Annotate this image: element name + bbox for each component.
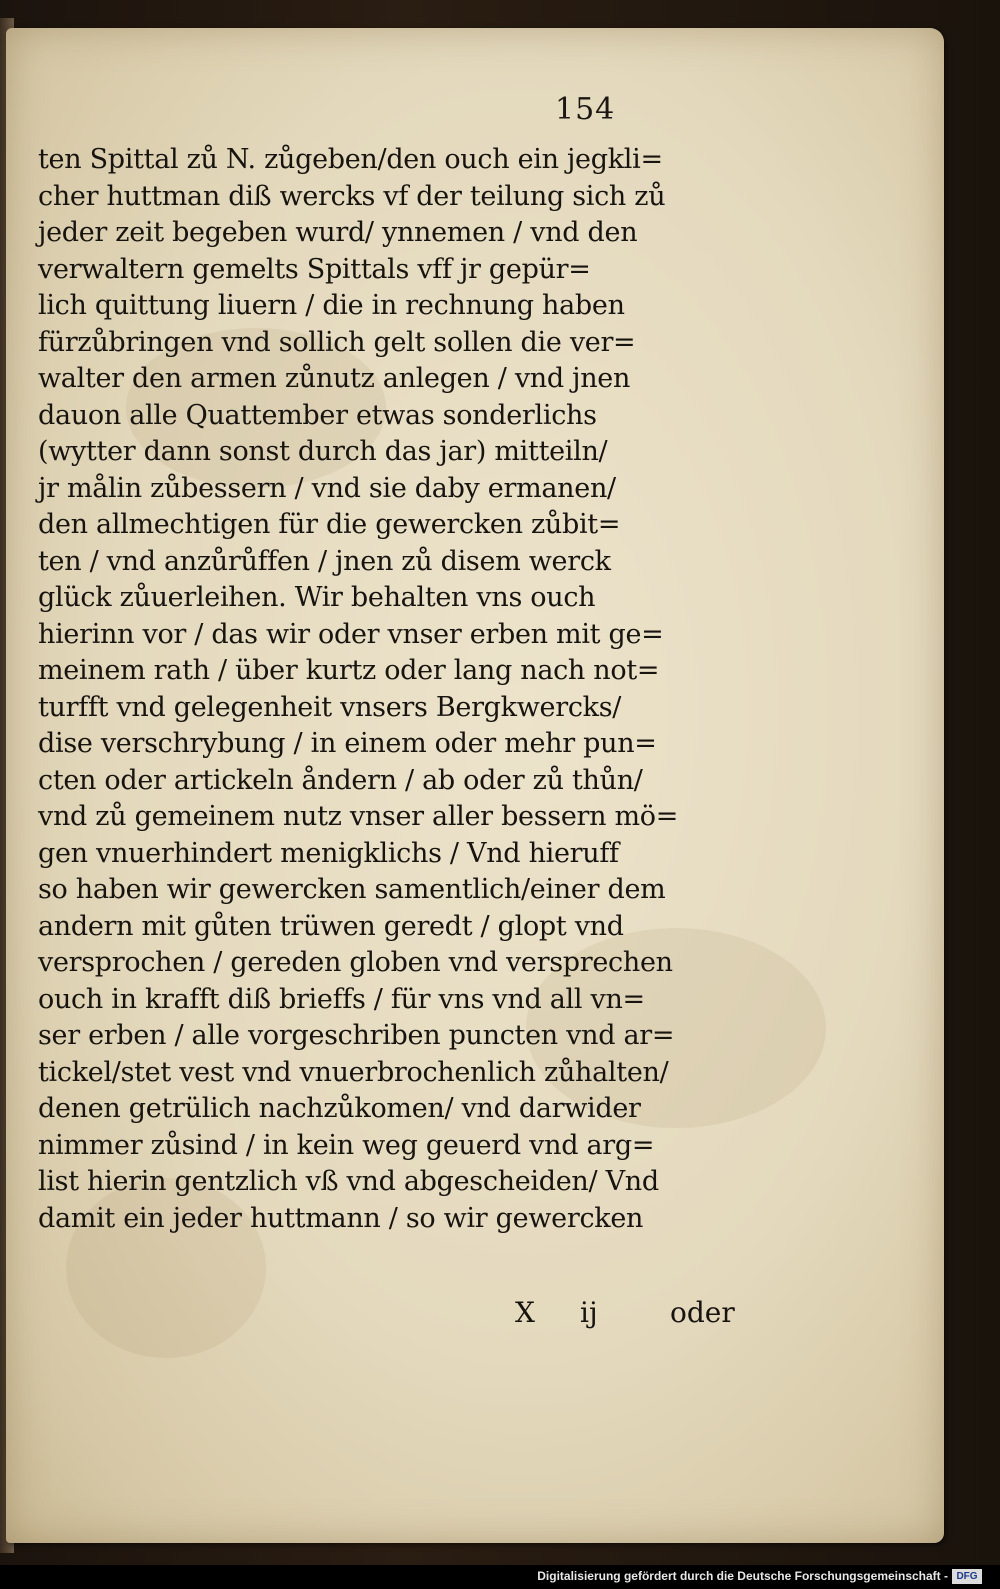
text-line: tickel/stet vest vnd vnuerbrochenlich zůhalten/ (38, 1056, 669, 1088)
dfg-logo: DFG (952, 1569, 982, 1584)
text-line: dauon alle Quattember etwas sonderlichs (38, 399, 597, 431)
signature-mark: X (515, 1296, 535, 1329)
text-line: verwaltern gemelts Spittals vff jr gepür= (38, 253, 591, 285)
signature-folio: ij (580, 1296, 598, 1329)
text-line: ser erben / alle vorgeschriben puncten vnd ar= (38, 1020, 675, 1051)
text-line: ten Spittal zů N. zůgeben/den ouch ein jegkli= (38, 144, 663, 175)
body-text (38, 142, 738, 1237)
text-line: nimmer zůsind / in kein weg geuerd vnd arg= (38, 1129, 655, 1161)
text-line: damit ein jeder huttmann / so wir gewercken (38, 1202, 644, 1234)
credit-text: Digitalisierung gefördert durch die Deutsche Forschungsgemeinschaft - (537, 1569, 948, 1583)
text-line: (wytter dann sonst durch das jar) mitteiln/ (38, 436, 608, 467)
text-line: denen getrülich nachzůkomen/ vnd darwider (38, 1093, 641, 1124)
text-line: den allmechtigen für die gewercken zůbit= (38, 509, 621, 540)
text-line: glück zůuerleihen. Wir behalten vns ouch (38, 582, 596, 613)
text-line: vnd zů gemeinem nutz vnser aller bessern mö= (38, 801, 679, 832)
text-line: lich quittung liuern / die in rechnung haben (38, 290, 625, 321)
text-line: jr målin zůbessern / vnd sie daby ermanen/ (38, 472, 616, 504)
catchword: oder (670, 1296, 735, 1329)
text-line: jeder zeit begeben wurd/ ynnemen / vnd den (38, 217, 638, 248)
text-line: turfft vnd gelegenheit vnsers Bergkwercks/ (38, 691, 622, 723)
text-line: versprochen / gereden globen vnd versprechen (38, 947, 673, 978)
text-line: ten / vnd anzůrůffen / jnen zů disem werck (38, 545, 611, 577)
text-line: list hierin gentzlich vß vnd abgescheiden/ Vnd (38, 1166, 659, 1197)
text-line: gen vnuerhindert menigklichs / Vnd hieruff (38, 837, 619, 869)
text-line: walter den armen zůnutz anlegen / vnd jnen (38, 363, 631, 394)
text-line: andern mit gůten trüwen geredt / glopt vnd (38, 910, 624, 942)
text-line: ouch in krafft diß brieffs / für vns vnd all vn= (38, 983, 645, 1015)
credit-bar (0, 1565, 1000, 1589)
page-number: 154 (555, 92, 616, 127)
text-line: so haben wir gewercken samentlich/einer dem (38, 874, 666, 905)
text-line: cher huttman diß wercks vf der teilung sich zů (38, 180, 666, 212)
text-line: dise verschrybung / in einem oder mehr pun= (38, 728, 657, 759)
text-line: hierinn vor / das wir oder vnser erben mit ge= (38, 618, 664, 650)
text-line: fürzůbringen vnd sollich gelt sollen die ver= (38, 326, 636, 358)
text-line: cten oder artickeln åndern / ab oder zů thůn/ (38, 764, 643, 796)
text-line: meinem rath / über kurtz oder lang nach not= (38, 655, 660, 686)
